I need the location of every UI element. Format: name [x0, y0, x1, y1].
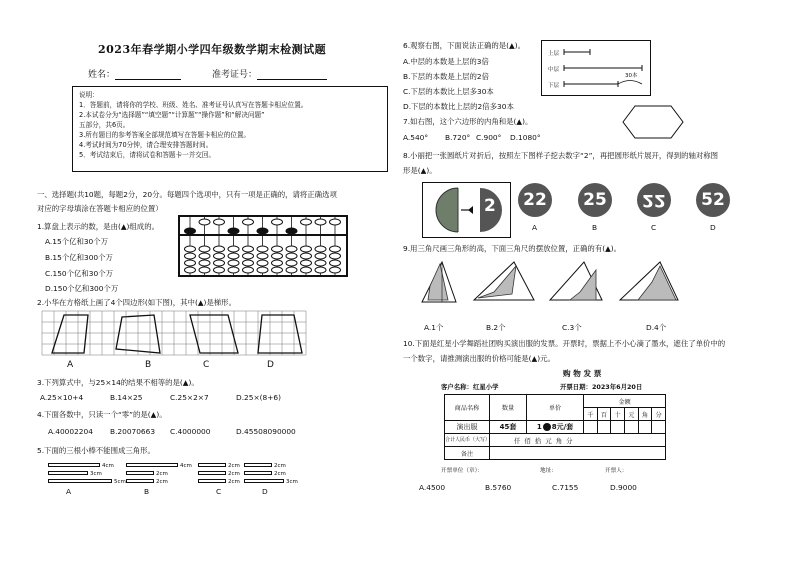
q5-stick-length: 4cm [102, 463, 114, 469]
abacus-bead [199, 246, 210, 252]
abacus-bead [330, 219, 341, 225]
q5-option-label[interactable]: B [144, 487, 150, 496]
q1-option-d[interactable]: D.150个亿和300个万 [45, 284, 119, 293]
invoice-price-pre: 1 [536, 423, 542, 431]
q10-option-b[interactable]: B.5760 [485, 483, 512, 492]
abacus-bead [243, 267, 254, 273]
instruction-line: 1．答题前，请将你的学校、班级、姓名、准考证号认真写在答题卡相应位置。 [79, 101, 308, 109]
q10-stem-cont: 一个数字，请推测演出服的价格可能是(▲)元。 [403, 354, 555, 363]
instruction-line: 4.考试时间为70分钟，请合理安排答题时间。 [79, 141, 213, 149]
q7-option-d[interactable]: D.1080° [510, 133, 541, 142]
q9-option-c[interactable]: C.3个 [562, 323, 582, 332]
q2-stem: 2.小华在方格纸上画了4个四边形(如下图)，其中(▲)是梯形。 [37, 298, 236, 307]
q8-circle-c-text: 22 [642, 190, 666, 210]
q5-stick [48, 476, 126, 485]
q4-option-a[interactable]: A.40002204 [48, 427, 93, 436]
instructions-heading: 说明： [79, 91, 99, 99]
invoice-price-post: 8元/套 [551, 423, 574, 431]
ink-blot-icon [543, 423, 551, 431]
q6-option-d[interactable]: D.下层的本数比上层的2倍多30本 [403, 102, 514, 111]
q5-sticks-figure [48, 460, 308, 500]
invoice-qty: 45套 [490, 421, 527, 434]
abacus-bead [330, 260, 341, 266]
q8-circle-a-text: 22 [523, 190, 547, 210]
invoice-footer-unit: 开票单位（章）： [441, 468, 483, 474]
abacus-bead [199, 260, 210, 266]
abacus-bead [272, 267, 283, 273]
invoice-digit: 分 [652, 408, 666, 421]
q8-label-a[interactable]: A [532, 223, 538, 232]
abacus-bead [185, 267, 196, 273]
abacus-bead [185, 228, 196, 234]
abacus-bead [228, 267, 239, 273]
abacus-bead [286, 260, 297, 266]
q6-upper-label: 上层 [548, 51, 560, 57]
abacus-bead [286, 246, 297, 252]
abacus-bead [330, 253, 341, 259]
q8-stem-cont: 形是(▲)。 [403, 166, 437, 175]
q10-option-d[interactable]: D.9000 [610, 483, 637, 492]
q5-stick-length: 2cm [274, 471, 286, 477]
q7-option-b[interactable]: B.720° [445, 133, 471, 142]
q5-stick-length: 3cm [286, 479, 298, 485]
abacus-bead [301, 219, 312, 225]
q1-option-c[interactable]: C.150个亿和30个万 [45, 269, 113, 278]
q5-option-label[interactable]: C [216, 487, 222, 496]
q7-option-a[interactable]: A.540° [403, 133, 429, 142]
q2-label-a[interactable]: A [67, 360, 74, 370]
abacus-bead [214, 260, 225, 266]
invoice-table [444, 394, 666, 460]
q8-circle-a[interactable] [518, 183, 552, 217]
abacus-bead [243, 260, 254, 266]
invoice-digit: 百 [597, 408, 611, 421]
abacus-bead [243, 219, 254, 225]
instruction-line: 2.本试卷分为“选择题”“填空题”“计算题”“操作题”和“解决问题” [79, 111, 265, 119]
q8-cut-digit: 2 [484, 196, 496, 216]
q10-option-c[interactable]: C.7155 [552, 483, 579, 492]
abacus-bead [315, 267, 326, 273]
abacus-bead [286, 253, 297, 259]
q3-option-d[interactable]: D.25×(8+6) [236, 393, 282, 402]
invoice-total-units: 仟 佰 拾 元 角 分 [490, 434, 666, 447]
invoice-customer: 客户名称：红星小学 [441, 383, 499, 391]
abacus-bead [243, 253, 254, 259]
invoice-price [527, 421, 584, 434]
q1-stem: 1.算盘上表示的数，是由(▲)组成的。 [37, 222, 159, 231]
abacus-figure [178, 215, 348, 277]
abacus-bead [301, 246, 312, 252]
q9-option-d[interactable]: D.4个 [646, 323, 667, 332]
q8-stem: 8.小丽把一张圆纸片对折后，按照左下图样子挖去数字“2”，再把圆形纸片展开，得到的轴对称图 [403, 151, 719, 160]
instructions-box [72, 86, 388, 172]
invoice-footer-issuer: 开票人： [605, 468, 628, 474]
q6-stem: 6.观察右图，下面说法正确的是(▲)。 [403, 41, 525, 50]
q5-stick-length: 2cm [274, 463, 286, 469]
q5-stick-length: 2cm [228, 463, 240, 469]
q8-circle-b-text: 25 [583, 190, 607, 210]
invoice-digit: 角 [638, 408, 652, 421]
hexagon-figure [621, 104, 685, 140]
q2-grid-figure [42, 311, 312, 356]
abacus-bead [214, 267, 225, 273]
q8-label-d[interactable]: D [710, 223, 716, 232]
q8-circle-d[interactable] [696, 183, 730, 217]
q8-label-b[interactable]: B [592, 223, 598, 232]
invoice-digit: 十 [611, 408, 625, 421]
invoice-item: 演出服 [445, 421, 490, 434]
page-title: 2023年春学期小学四年级数学期末检测试题 [98, 43, 327, 56]
invoice-col-price: 单价 [527, 395, 584, 421]
abacus-bead [257, 253, 268, 259]
abacus-bead [185, 246, 196, 252]
invoice-note-label: 备注 [445, 447, 490, 460]
q6-extra-label: 30本 [625, 73, 638, 79]
abacus-bead [286, 228, 297, 234]
abacus-bead [228, 253, 239, 259]
q5-stick-length: 2cm [156, 471, 168, 477]
q5-stick-length: 5cm [114, 479, 126, 485]
abacus-bead [315, 246, 326, 252]
abacus-bead [257, 228, 268, 234]
q10-stem: 10.下面是红星小学舞蹈社团购买演出服的发票。开票时，票据上不小心滴了墨水，遮住了单价中的 [403, 339, 726, 348]
q5-stick-length: 2cm [228, 471, 240, 477]
abacus-bead [272, 253, 283, 259]
q10-option-a[interactable]: A.4500 [419, 483, 446, 492]
abacus-bead [315, 253, 326, 259]
abacus-bead [330, 246, 341, 252]
q5-stick [244, 476, 298, 485]
abacus-bead [214, 246, 225, 252]
q4-stem: 4.下面各数中，只读一个“零”的是(▲)。 [37, 410, 167, 419]
abacus-bead [272, 219, 283, 225]
q4-option-c[interactable]: C.4000000 [170, 427, 211, 436]
q7-option-c[interactable]: C.900° [476, 133, 502, 142]
q5-stem: 5.下面的三根小棒不能围成三角形。 [37, 446, 155, 455]
abacus-bead [257, 246, 268, 252]
invoice-col-amount: 金额 [584, 395, 666, 408]
q3-stem: 3.下列算式中，与25×14的结果不相等的是(▲)。 [37, 378, 199, 387]
q2-label-b[interactable]: B [145, 360, 152, 370]
abacus-bead [257, 267, 268, 273]
q8-circle-b[interactable] [578, 183, 612, 217]
abacus-bead [199, 219, 210, 225]
q3-option-a[interactable]: A.25×10+4 [40, 393, 84, 402]
abacus-bead [243, 246, 254, 252]
q5-stick-length: 2cm [156, 479, 168, 485]
q3-option-c[interactable]: C.25×2×7 [170, 393, 209, 402]
abacus-bead [330, 267, 341, 273]
q5-stick [198, 476, 240, 485]
q4-option-b[interactable]: B.20070663 [110, 427, 156, 436]
q5-stick-length: 4cm [180, 463, 192, 469]
abacus-bead [272, 246, 283, 252]
q8-fold-figure [422, 182, 511, 238]
q6-lower-label: 下层 [548, 83, 560, 89]
q1-option-b[interactable]: B.15个亿和300个万 [45, 253, 113, 262]
q5-stick-length: 3cm [90, 471, 102, 477]
abacus-bead [214, 253, 225, 259]
q6-option-b[interactable]: B.下层的本数是上层的2倍 [403, 72, 490, 81]
instruction-line: 五部分，共6页。 [79, 121, 130, 129]
abacus-bead [185, 260, 196, 266]
q2-label-c[interactable]: C [203, 360, 210, 370]
q3-option-b[interactable]: B.14×25 [110, 393, 143, 402]
name-label: 姓名： [88, 70, 116, 80]
q5-stick [126, 476, 168, 485]
q9-stem: 9.用三角尺画三角形的高，下面三角尺的摆放位置，正确的有(▲)。 [403, 244, 622, 253]
q6-option-a[interactable]: A.中层的本数是上层的3倍 [403, 57, 489, 66]
abacus-bead [228, 246, 239, 252]
q8-circle-d-text: 52 [701, 190, 725, 210]
q1-option-a[interactable]: A.15个亿和30个万 [45, 237, 109, 246]
invoice-date: 开票日期：2023年6月20日 [560, 383, 643, 391]
q2-label-d[interactable]: D [267, 360, 274, 370]
q7-stem: 7.如右图，这个六边形的内角和是(▲)。 [403, 117, 533, 126]
abacus-bead [301, 267, 312, 273]
q9-option-a[interactable]: A.1个 [424, 323, 444, 332]
invoice-footer-address: 地址： [540, 468, 557, 474]
q4-option-d[interactable]: D.45508090000 [236, 427, 296, 436]
abacus-bead [286, 267, 297, 273]
abacus-bead [315, 219, 326, 225]
invoice-total-label: 合计人民币（大写） [445, 434, 490, 447]
invoice-title: 购 物 发 票 [563, 369, 602, 378]
q5-option-label[interactable]: A [66, 487, 72, 496]
abacus-bead [214, 219, 225, 225]
invoice-col-qty: 数量 [490, 395, 527, 421]
abacus-bead [301, 260, 312, 266]
abacus-bead [199, 267, 210, 273]
q6-bar-figure [541, 40, 651, 96]
q9-triangles-figure [420, 256, 700, 314]
invoice-digit: 千 [584, 408, 598, 421]
name-field[interactable] [88, 67, 181, 80]
abacus-bead [185, 253, 196, 259]
section-heading: 一、选择题(共10题，每题2分，20分。每题四个选项中，只有一项是正确的，请将正确选项 [37, 190, 337, 199]
abacus-bead [199, 253, 210, 259]
section-heading-cont: 对应的字母填涂在答题卡相应的位置） [37, 204, 163, 213]
q8-label-c[interactable]: C [651, 223, 657, 232]
q9-option-b[interactable]: B.2个 [486, 323, 506, 332]
invoice-digit: 元 [624, 408, 638, 421]
instruction-line: 3.所有题目的参考答案全部规范填写在答题卡相应的位置。 [79, 131, 251, 139]
abacus-bead [228, 260, 239, 266]
abacus-bead [272, 260, 283, 266]
abacus-bead [257, 260, 268, 266]
q8-circle-c[interactable] [637, 183, 671, 217]
instruction-line: 5．考试结束后，请将试卷和答题卡一并交回。 [79, 151, 216, 159]
abacus-bead [315, 260, 326, 266]
q6-option-c[interactable]: C.下层的本数比上层多30本 [403, 87, 494, 96]
q5-option-label[interactable]: D [262, 487, 268, 496]
abacus-bead [301, 253, 312, 259]
id-field[interactable] [212, 67, 327, 80]
invoice-col-name: 商品名称 [445, 395, 490, 421]
q5-stick-length: 2cm [228, 479, 240, 485]
abacus-bead [228, 228, 239, 234]
id-label: 准考证号： [212, 70, 258, 80]
q6-middle-label: 中层 [548, 67, 560, 73]
